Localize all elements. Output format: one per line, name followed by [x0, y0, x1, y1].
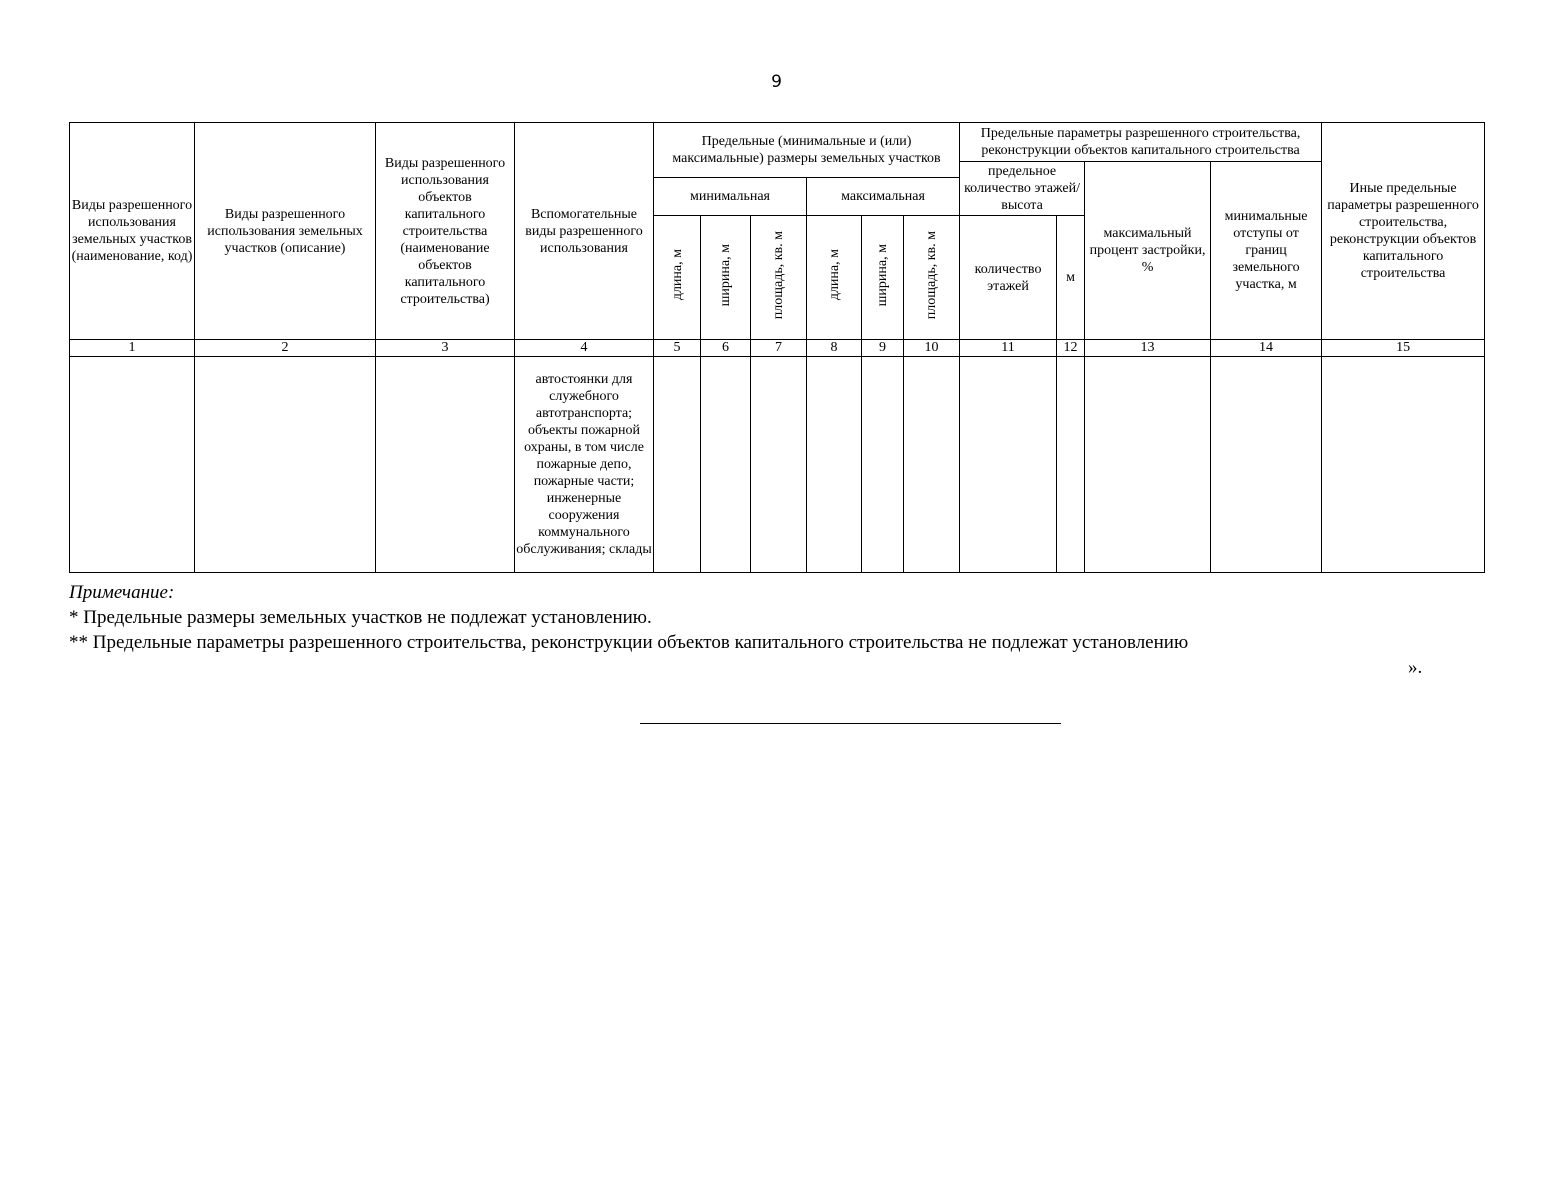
table-cell — [807, 357, 862, 573]
page-number: 9 — [771, 72, 782, 92]
closing-quote: ». — [1408, 657, 1423, 678]
header-max-length: длина, м — [807, 216, 862, 340]
column-number: 7 — [751, 340, 807, 357]
column-number: 9 — [862, 340, 904, 357]
header-max-width: ширина, м — [862, 216, 904, 340]
table-cell — [862, 357, 904, 573]
header-land-use-description: Виды разрешенного использования земельных участков (описание) — [195, 123, 376, 340]
column-number: 2 — [195, 340, 376, 357]
header-maximum: максимальная — [807, 178, 960, 216]
header-max-building-percent: максимальный процент застройки, % — [1085, 162, 1211, 340]
header-floors: количество этажей — [960, 216, 1057, 340]
column-number: 12 — [1057, 340, 1085, 357]
table-cell — [701, 357, 751, 573]
note-line: * Предельные размеры земельных участков не подлежат установлению. — [69, 607, 652, 628]
table-cell — [654, 357, 701, 573]
header-max-area: площадь, кв. м — [904, 216, 960, 340]
column-number: 13 — [1085, 340, 1211, 357]
table-cell — [1057, 357, 1085, 573]
column-number: 15 — [1322, 340, 1485, 357]
table-row — [70, 357, 1485, 573]
table-cell — [1211, 357, 1322, 573]
column-number: 4 — [515, 340, 654, 357]
header-construction-params: Предельные параметры разрешенного строительства, реконструкции объектов капитального строительства — [960, 123, 1322, 162]
column-number: 14 — [1211, 340, 1322, 357]
column-number: 5 — [654, 340, 701, 357]
header-min-width: ширина, м — [701, 216, 751, 340]
column-number: 6 — [701, 340, 751, 357]
header-min-setback: минимальные отступы от границ земельного участка, м — [1211, 162, 1322, 340]
header-other-params: Иные предельные параметры разрешенного строительства, реконструкции объектов капитального строительства — [1322, 123, 1485, 340]
notes-title: Примечание: — [69, 582, 175, 603]
header-auxiliary-uses: Вспомогательные виды разрешенного использования — [515, 123, 654, 340]
column-number: 11 — [960, 340, 1057, 357]
header-floors-height: предельное количество этажей/высота — [960, 162, 1085, 216]
column-number: 8 — [807, 340, 862, 357]
table-cell — [1085, 357, 1211, 573]
land-use-table — [69, 122, 1485, 573]
table-cell — [1322, 357, 1485, 573]
table-cell — [376, 357, 515, 573]
table-cell — [751, 357, 807, 573]
header-meters: м — [1057, 216, 1085, 340]
header-plot-size-limits: Предельные (минимальные и (или) максимальные) размеры земельных участков — [654, 123, 960, 178]
column-number: 1 — [70, 340, 195, 357]
table-cell — [195, 357, 376, 573]
column-number: 10 — [904, 340, 960, 357]
table-cell — [70, 357, 195, 573]
table-cell — [904, 357, 960, 573]
header-minimum: минимальная — [654, 178, 807, 216]
header-building-use-types: Виды разрешенного использования объектов капитального строительства (наименование объектов капитального строительства) — [376, 123, 515, 340]
column-number: 3 — [376, 340, 515, 357]
table-cell — [960, 357, 1057, 573]
header-min-area: площадь, кв. м — [751, 216, 807, 340]
notes-block — [69, 580, 1489, 655]
note-line: ** Предельные параметры разрешенного строительства, реконструкции объектов капитального строительства не подлежат установлению — [69, 632, 1189, 653]
header-min-length: длина, м — [654, 216, 701, 340]
end-separator-line — [640, 723, 1061, 724]
auxiliary-uses-cell: автостоянки для служебного автотранспорта; объекты пожарной охраны, в том числе пожарные депо, пожарные части; инженерные сооружения коммунального обслуживания; склады — [515, 357, 654, 573]
column-number-row — [70, 340, 1485, 357]
header-land-use-types: Виды разрешенного использования земельных участков (наименование, код) — [70, 123, 195, 340]
